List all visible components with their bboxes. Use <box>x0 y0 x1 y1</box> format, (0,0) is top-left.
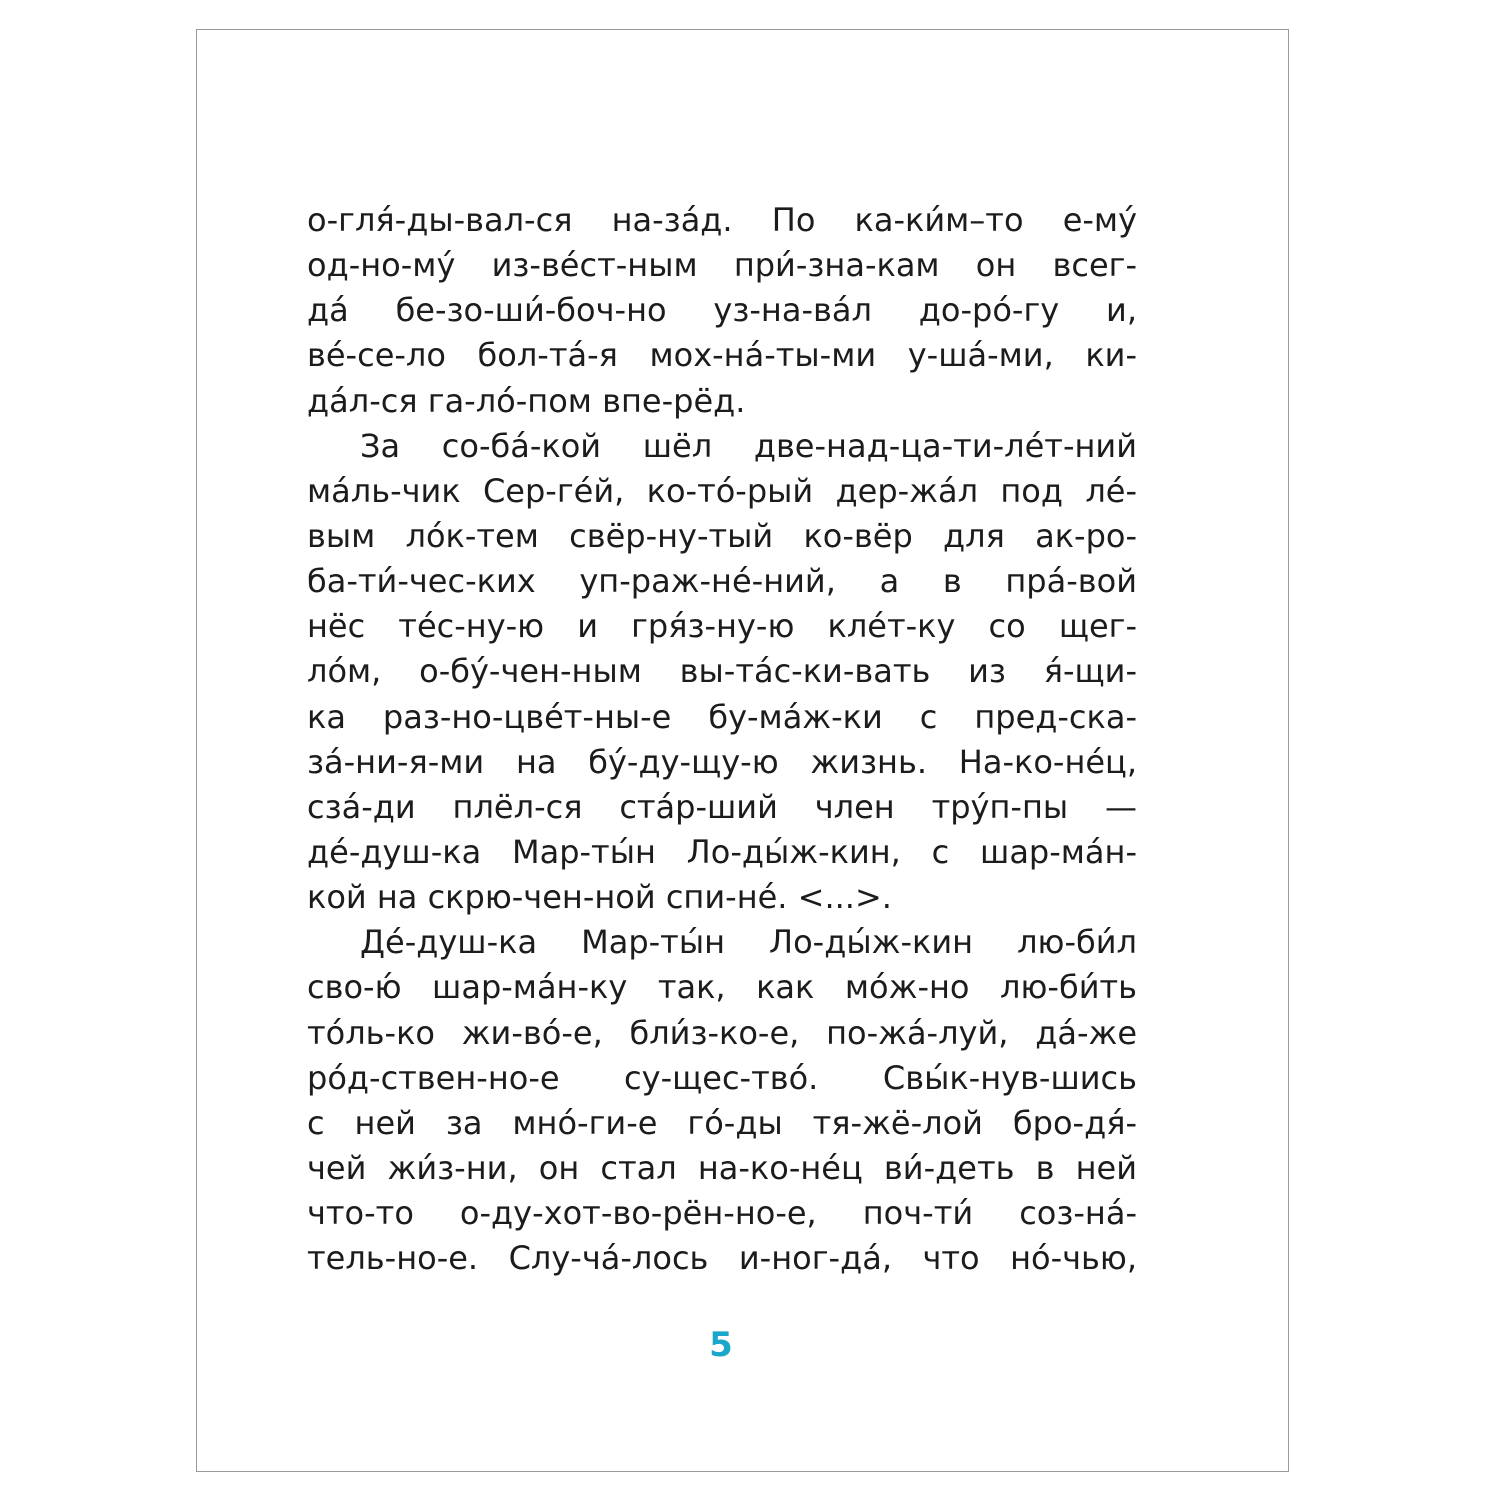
text-line: чей жи́з-ни, он стал на-ко-не́ц ви́-деть в ней <box>307 1148 1137 1187</box>
text-line: ма́ль-чик Сер-ге́й, ко-то́-рый дер-жа́л под ле́- <box>307 471 1137 510</box>
text-line: де́-душ-ка Мар-ты́н Ло-ды́ж-кин, с шар-ма́н- <box>307 832 1137 871</box>
text-body <box>307 198 1137 1281</box>
text-line: кой на скрю-чен-ной спи-не́. <...>. <box>307 878 892 917</box>
text-line: од-но-му́ из-ве́ст-ным при́-зна-кам он всег- <box>307 246 1137 285</box>
text-line: ло́м, о-бу́-чен-ным вы-та́с-ки-вать из я́-щи- <box>307 652 1137 691</box>
text-line: ро́д-ствен-но-е су-щес-тво́. Свы́к-нув-шись <box>307 1058 1137 1097</box>
text-line: то́ль-ко жи-во́-е, бли́з-ко-е, по-жа́-луй, да́-же <box>307 1013 1137 1052</box>
text-line: вым ло́к-тем свёр-ну-тый ко-вёр для ак-ро- <box>307 516 1137 555</box>
text-line: ка раз-но-цве́т-ны-е бу-ма́ж-ки с пред-ска- <box>307 697 1137 736</box>
text-line: ве́-се-ло бол-та́-я мох-на́-ты-ми у-ша́-ми, ки- <box>307 336 1137 375</box>
paragraph-start-line: Де́-душ-ка Мар-ты́н Ло-ды́ж-кин лю-би́л <box>360 923 1137 962</box>
text-line: нёс те́с-ну-ю и гря́з-ну-ю кле́т-ку со щег- <box>307 607 1137 646</box>
text-line: да́ бе-зо-ши́-боч-но уз-на-ва́л до-ро́-гу и, <box>307 291 1137 330</box>
page-number: 5 <box>709 1325 733 1365</box>
text-line: что-то о-ду-хот-во-рён-но-е, поч-ти́ соз-на́- <box>307 1194 1137 1233</box>
text-line: ба-ти́-чес-ких уп-раж-не́-ний, а в пра́-вой <box>307 562 1137 601</box>
paragraph-start-line: За со-ба́-кой шёл две-над-ца-ти-ле́т-ний <box>360 426 1137 465</box>
text-line: да́л-ся га-ло́-пом впе-рёд. <box>307 381 746 420</box>
text-line: сво-ю́ шар-ма́н-ку так, как мо́ж-но лю-би́ть <box>307 968 1137 1007</box>
text-line: о-гля́-ды-вал-ся на-за́д. По ка-ки́м–то е-му́ <box>307 201 1137 239</box>
text-line: сза́-ди плёл-ся ста́р-ший член тру́п-пы — <box>307 787 1137 826</box>
text-line: с ней за мно́-ги-е го́-ды тя-жё-лой бро-дя́- <box>307 1103 1137 1142</box>
text-line: тель-но-е. Слу-ча́-лось и-ног-да́, что но́-чью, <box>307 1239 1137 1278</box>
text-line: за́-ни-я-ми на бу́-ду-щу-ю жизнь. На-ко-не́ц, <box>307 742 1137 781</box>
